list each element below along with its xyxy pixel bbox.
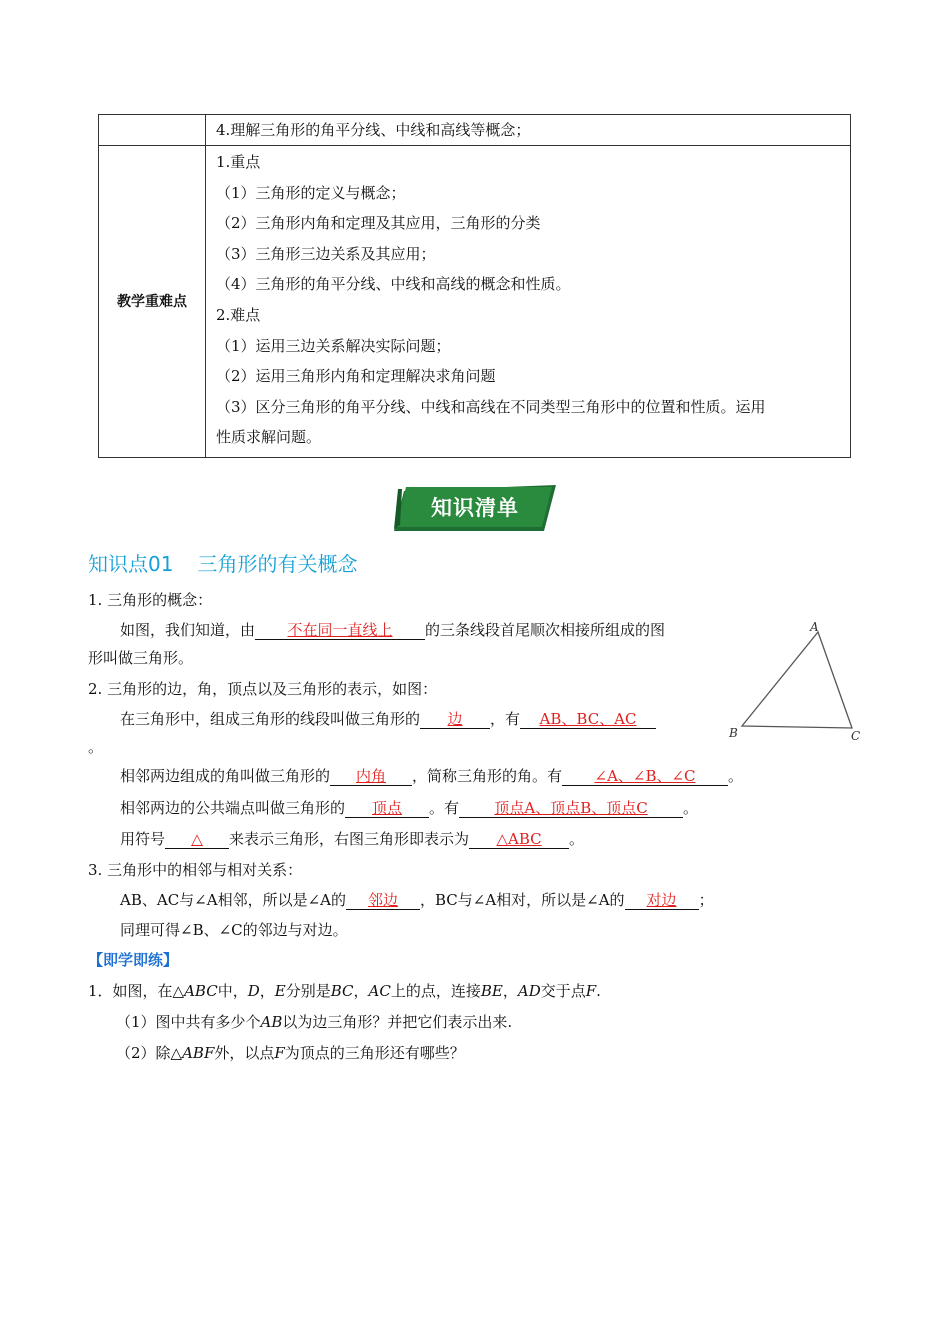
practice-subquestion-2: （2）除△ABF外，以点F为顶点的三角形还有哪些？: [116, 1044, 465, 1062]
row-content: [206, 115, 851, 146]
row-label: 教学重难点: [99, 146, 206, 458]
item3-line2: 同理可得∠B、∠C的邻边与对边。: [120, 921, 348, 939]
answer-blank: ∠A、∠B、∠C: [562, 767, 728, 786]
answer-blank: 顶点A、顶点B、顶点C: [459, 799, 683, 818]
key-points-line: 2.难点: [216, 305, 261, 324]
answer-blank: △ABC: [469, 830, 569, 849]
section-number: 知识点01: [88, 552, 174, 576]
vertex-label-b: B: [729, 726, 738, 740]
text: 如图，我们知道，由: [120, 621, 256, 639]
key-points-line: （3）区分三角形的角平分线、中线和高线在不同类型三角形中的位置和性质。运用: [216, 397, 766, 416]
answer-blank: 对边: [625, 891, 699, 910]
triangle-abc: [742, 632, 852, 728]
item2-symbol-sentence: [120, 829, 584, 849]
row-label: [99, 115, 206, 146]
section-title: 三角形的有关概念: [197, 552, 358, 576]
text: ，BC与∠A相对，所以是∠A的: [419, 891, 625, 909]
vertex-label-c: C: [851, 729, 861, 743]
key-points-line: （4）三角形的角平分线、中线和高线的概念和性质。: [216, 275, 571, 294]
text: 在三角形中，组成三角形的线段叫做三角形的: [120, 710, 421, 728]
triangle-figure: [725, 618, 865, 746]
vertex-label-a: A: [810, 620, 819, 634]
text: 。有: [429, 799, 460, 817]
item2-side-end: 。: [88, 738, 104, 756]
item1-title: 1. 三角形的概念：: [88, 591, 213, 609]
item1-line2: 形叫做三角形。: [88, 649, 194, 667]
key-points-line: （1）运用三边关系解决实际问题；: [216, 336, 451, 355]
answer-blank: AB、BC、AC: [520, 710, 656, 729]
key-points-line: （2）三角形内角和定理及其应用，三角形的分类: [216, 214, 541, 233]
row-content: [206, 146, 851, 458]
answer-blank: 邻边: [346, 891, 420, 910]
text: ，简称三角形的角。有: [412, 767, 563, 785]
table-row: [99, 115, 851, 146]
text: 。: [728, 767, 744, 785]
practice-header: 【即学即练】: [88, 951, 179, 969]
banner-title: 知识清单: [431, 496, 519, 520]
answer-blank: △: [165, 830, 229, 849]
answer-blank: 边: [420, 710, 490, 729]
text: 的三条线段首尾顺次相接所组成的图: [425, 621, 666, 639]
objectives-table: [98, 114, 851, 458]
text: ；: [698, 891, 714, 909]
objective-line: 4.理解三角形的角平分线、中线和高线等概念；: [216, 121, 531, 139]
item2-vertex-sentence: [120, 798, 698, 818]
text: 来表示三角形，右图三角形即表示为: [229, 830, 470, 848]
section-heading: [88, 548, 357, 577]
text: AB、AC与∠A相邻，所以是∠A的: [120, 891, 346, 909]
practice-question: 1．如图，在△ABC中，D，E分别是BC，AC上的点，连接BE，AD交于点F.: [88, 982, 601, 1000]
text: 。: [569, 830, 585, 848]
item3-sentence: [120, 890, 714, 910]
key-points-line: 1.重点: [216, 153, 261, 171]
text: ，有: [490, 710, 521, 728]
text: 用符号: [120, 830, 166, 848]
item2-angle-sentence: [120, 766, 743, 786]
key-points-line: （3）三角形三边关系及其应用；: [216, 244, 436, 263]
key-points-line: （1）三角形的定义与概念；: [216, 183, 406, 202]
answer-blank: 不在同一直线上: [255, 621, 425, 640]
text: 相邻两边组成的角叫做三角形的: [120, 767, 331, 785]
answer-blank: 内角: [330, 767, 412, 786]
practice-subquestion-1: （1）图中共有多少个AB以为边三角形？并把它们表示出来.: [116, 1013, 513, 1031]
item2-title: 2. 三角形的边，角，顶点以及三角形的表示，如图：: [88, 680, 438, 698]
answer-blank: 顶点: [345, 799, 429, 818]
item3-title: 3. 三角形中的相邻与相对关系：: [88, 861, 303, 879]
key-points-line: 性质求解问题。: [216, 428, 322, 447]
key-points-line: （2）运用三角形内角和定理解决求角问题: [216, 367, 496, 386]
item1-sentence: [120, 620, 665, 640]
text: 。: [683, 799, 699, 817]
item2-side-sentence: [120, 709, 656, 729]
text: 相邻两边的公共端点叫做三角形的: [120, 799, 346, 817]
table-row: [99, 146, 851, 458]
